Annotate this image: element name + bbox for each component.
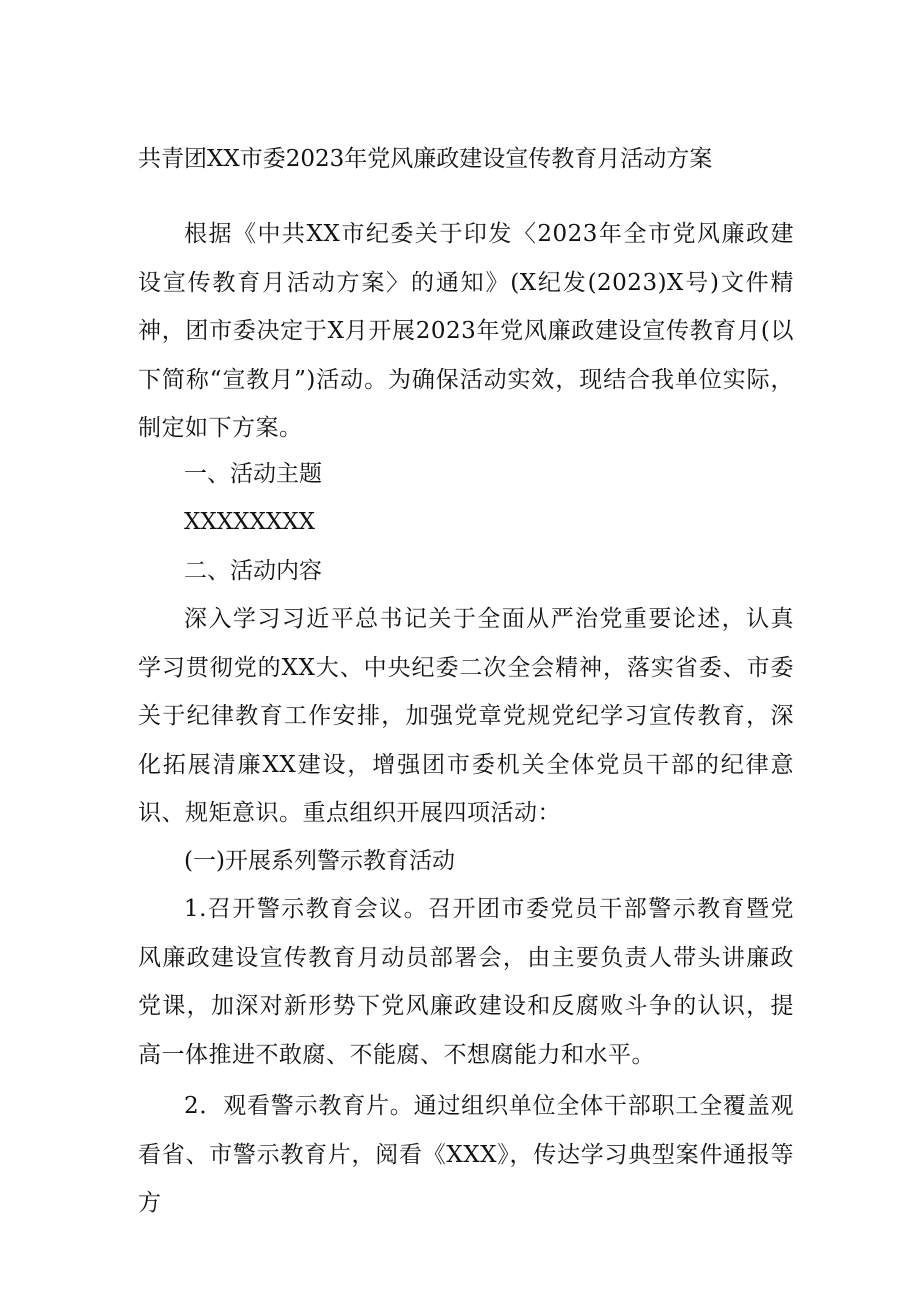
document-title: 共青团XX市委2023年党风廉政建设宣传教育月活动方案 (138, 146, 713, 172)
section2-heading: 二、活动内容 (184, 558, 322, 584)
intro-paragraph: 根据《中共XX市纪委关于印发〈2023年全市党风廉政建设宣传教育月活动方案〉的通知》(X纪发(2023)X号)文件精神，团市委决定于X月开展2023年党风廉政建设宣传教育月(以下简称“宣教月”)活动。为确保活动实效，现结合我单位实际，制定如下方案。 (138, 221, 794, 441)
item2-paragraph: 2．观看警示教育片。通过组织单位全体干部职工全覆盖观看省、市警示教育片，阅看《XXX》，传达学习典型案件通报等方 (138, 1093, 794, 1216)
item1-paragraph: 1.召开警示教育会议。召开团市委党员干部警示教育暨党风廉政建设宣传教育月动员部署会，由主要负责人带头讲廉政党课，加深对新形势下党风廉政建设和反腐败斗争的认识，提高一体推进不敢腐、不能腐、不想腐能力和水平。 (138, 896, 794, 1068)
section2-paragraph: 深入学习习近平总书记关于全面从严治党重要论述，认真学习贯彻党的XX大、中央纪委二次全会精神，落实省委、市委关于纪律教育工作安排，加强党章党规党纪学习宣传教育，深化拓展清廉XX建设，增强团市委机关全体党员干部的纪律意识、规矩意识。重点组织开展四项活动： (138, 606, 794, 826)
section1-theme: XXXXXXXX (184, 509, 315, 535)
subsection1-heading: (一)开展系列警示教育活动 (184, 848, 455, 874)
section1-heading: 一、活动主题 (184, 461, 322, 487)
